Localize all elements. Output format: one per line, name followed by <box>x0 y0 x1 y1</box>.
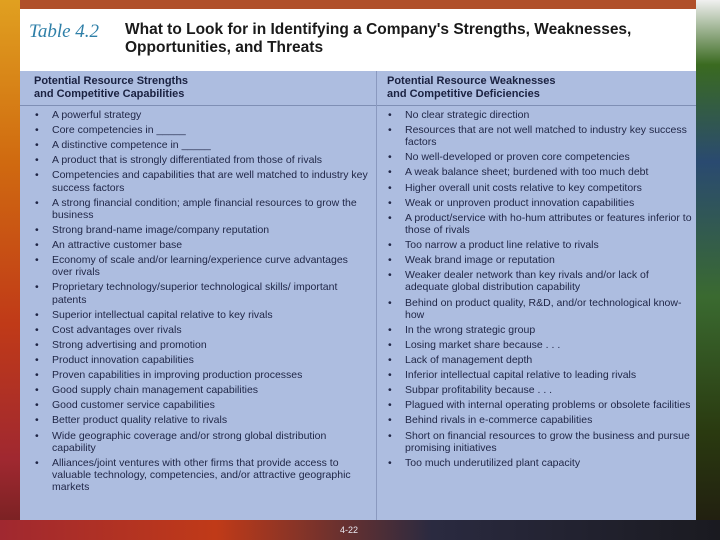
list-item <box>387 324 692 336</box>
list-item-text: Cost advantages over rivals <box>52 323 182 336</box>
bullet-icon: • <box>388 456 392 469</box>
list-item-text: Lack of management depth <box>405 354 533 367</box>
list-item <box>34 399 369 411</box>
list-item-text: Competencies and capabilities that are well matched to industry key success factors <box>52 169 368 194</box>
list-item <box>387 197 692 209</box>
bullet-icon: • <box>388 181 392 194</box>
bullet-icon: • <box>35 456 39 469</box>
list-item-text: Inferior intellectual capital relative to leading rivals <box>405 369 637 382</box>
list-item <box>387 414 692 426</box>
list-item <box>387 166 692 178</box>
list-item-text: An attractive customer base <box>52 239 183 252</box>
bullet-icon: • <box>35 239 39 252</box>
table-label: Table 4.2 <box>29 21 100 42</box>
list-item <box>34 354 369 366</box>
list-item-text: A powerful strategy <box>52 109 142 121</box>
list-item-text: Resources that are not well matched to industry key success factors <box>405 124 687 149</box>
list-item-text: Good supply chain management capabilities <box>52 384 259 397</box>
bullet-icon: • <box>388 338 392 351</box>
bullet-icon: • <box>35 429 39 442</box>
list-item-text: Weak brand image or reputation <box>405 254 555 267</box>
list-item-text: Good customer service capabilities <box>52 399 215 412</box>
bullet-icon: • <box>388 151 392 164</box>
list-item <box>387 182 692 194</box>
list-item <box>34 384 369 396</box>
list-item <box>387 430 692 454</box>
bullet-icon: • <box>388 369 392 382</box>
strengths-list <box>34 109 369 496</box>
list-item-text: No well-developed or proven core competencies <box>405 151 630 164</box>
bullet-icon: • <box>35 169 39 182</box>
list-item <box>34 197 369 221</box>
bullet-icon: • <box>388 166 392 179</box>
list-item-text: Subpar profitability because . . . <box>405 384 553 397</box>
bullet-icon: • <box>35 154 39 167</box>
list-item <box>34 281 369 305</box>
bullet-icon: • <box>35 223 39 236</box>
slide <box>20 9 696 520</box>
bullet-icon: • <box>35 124 39 137</box>
list-item <box>34 339 369 351</box>
bullet-icon: • <box>35 254 39 267</box>
bullet-icon: • <box>388 124 392 137</box>
list-item-text: Core competencies in _____ <box>52 124 186 137</box>
background-bottom-band <box>0 520 720 540</box>
bullet-icon: • <box>388 429 392 442</box>
list-item-text: Proven capabilities in improving production processes <box>52 369 303 382</box>
bullet-icon: • <box>35 109 39 121</box>
list-item <box>34 154 369 166</box>
list-item-text: Plagued with internal operating problems or obsolete facilities <box>405 399 691 412</box>
list-item <box>387 399 692 411</box>
weaknesses-column-heading <box>387 71 687 105</box>
weaknesses-heading-line2: and Competitive Deficiencies <box>387 88 540 100</box>
bullet-icon: • <box>388 196 392 209</box>
list-item <box>34 324 369 336</box>
list-item-text: A weak balance sheet; burdened with too much debt <box>405 166 649 179</box>
list-item <box>34 139 369 151</box>
list-item <box>34 457 369 494</box>
list-item <box>387 457 692 469</box>
list-item-text: Strong advertising and promotion <box>52 338 207 351</box>
list-item <box>34 254 369 278</box>
list-item <box>34 124 369 136</box>
list-item-text: Weaker dealer network than key rivals and/or lack of adequate global distribution capability <box>405 269 649 294</box>
table-panel <box>20 71 696 520</box>
bullet-icon: • <box>388 414 392 427</box>
header-divider <box>20 105 696 106</box>
list-item <box>387 339 692 351</box>
list-item <box>387 254 692 266</box>
list-item <box>387 297 692 321</box>
bullet-icon: • <box>35 323 39 336</box>
list-item-text: Losing market share because . . . <box>405 338 561 351</box>
list-item-text: Wide geographic coverage and/or strong global distribution capability <box>52 429 327 454</box>
table-title: What to Look for in Identifying a Company's Strengths, Weaknesses, Opportunities, and Threats <box>125 21 632 56</box>
list-item <box>34 169 369 193</box>
bullet-icon: • <box>35 139 39 152</box>
list-item-text: Economy of scale and/or learning/experience curve advantages over rivals <box>52 254 348 279</box>
list-item-text: Too much underutilized plant capacity <box>405 456 581 469</box>
list-item <box>387 239 692 251</box>
list-item-text: In the wrong strategic group <box>405 323 536 336</box>
list-item-text: Short on financial resources to grow the business and pursue promising initiatives <box>405 429 690 454</box>
list-item-text: Alliances/joint ventures with other firms that provide access to valuable technology, competencies, and/or attractive geographic markets <box>52 456 351 494</box>
list-item <box>387 151 692 163</box>
list-item <box>387 369 692 381</box>
bullet-icon: • <box>35 196 39 209</box>
weaknesses-list <box>387 109 692 472</box>
list-item-text: Weak or unproven product innovation capabilities <box>405 196 635 209</box>
list-item <box>34 430 369 454</box>
list-item <box>34 224 369 236</box>
list-item <box>34 309 369 321</box>
background-right-band <box>696 0 720 540</box>
bullet-icon: • <box>388 211 392 224</box>
bullet-icon: • <box>35 281 39 294</box>
list-item <box>387 124 692 148</box>
list-item <box>387 384 692 396</box>
bullet-icon: • <box>388 254 392 267</box>
bullet-icon: • <box>35 384 39 397</box>
bullet-icon: • <box>35 369 39 382</box>
page-number: 4-22 <box>340 525 359 535</box>
background-left-band <box>0 0 20 540</box>
list-item-text: A strong financial condition; ample financial resources to grow the business <box>52 196 357 221</box>
list-item-text: Higher overall unit costs relative to key competitors <box>405 181 642 194</box>
bullet-icon: • <box>388 354 392 367</box>
bullet-icon: • <box>388 269 392 282</box>
bullet-icon: • <box>388 384 392 397</box>
list-item-text: Product innovation capabilities <box>52 354 194 367</box>
list-item-text: Strong brand-name image/company reputation <box>52 223 270 236</box>
list-item <box>34 109 369 121</box>
list-item-text: A product that is strongly differentiated from those of rivals <box>52 154 323 167</box>
list-item <box>387 269 692 293</box>
list-item <box>34 239 369 251</box>
bullet-icon: • <box>35 399 39 412</box>
list-item-text: Proprietary technology/superior technological skills/ important patents <box>52 281 338 306</box>
list-item <box>387 354 692 366</box>
bullet-icon: • <box>35 354 39 367</box>
list-item-text: Better product quality relative to rivals <box>52 414 228 427</box>
list-item-text: No clear strategic direction <box>405 109 530 121</box>
list-item <box>387 109 692 121</box>
list-item-text: Behind on product quality, R&D, and/or technological know-how <box>405 296 682 321</box>
table-header <box>20 9 696 71</box>
list-item <box>34 369 369 381</box>
strengths-heading-line1: Potential Resource Strengths <box>34 75 189 87</box>
strengths-column-heading <box>34 71 364 105</box>
strengths-heading-line2: and Competitive Capabilities <box>34 88 185 100</box>
bullet-icon: • <box>388 239 392 252</box>
list-item-text: Behind rivals in e-commerce capabilities <box>405 414 593 427</box>
list-item <box>34 414 369 426</box>
bullet-icon: • <box>388 109 392 121</box>
weaknesses-heading-line1: Potential Resource Weaknesses <box>387 75 556 87</box>
list-item-text: A distinctive competence in _____ <box>52 139 211 152</box>
bullet-icon: • <box>388 323 392 336</box>
column-divider <box>376 71 377 520</box>
bullet-icon: • <box>35 308 39 321</box>
bullet-icon: • <box>388 296 392 309</box>
list-item <box>387 212 692 236</box>
bullet-icon: • <box>35 338 39 351</box>
list-item-text: Too narrow a product line relative to rivals <box>405 239 599 252</box>
list-item-text: Superior intellectual capital relative to key rivals <box>52 308 273 321</box>
bullet-icon: • <box>388 399 392 412</box>
bullet-icon: • <box>35 414 39 427</box>
list-item-text: A product/service with ho-hum attributes or features inferior to those of rivals <box>405 211 692 236</box>
